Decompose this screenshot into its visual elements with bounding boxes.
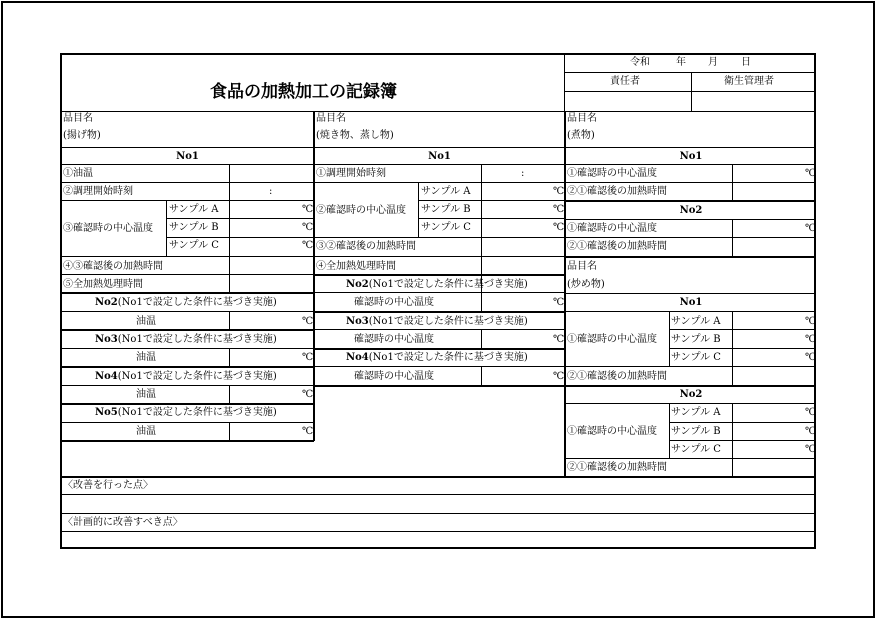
- fried-no2-header: [95, 297, 277, 309]
- form-title: 食品の加熱加工の記録簿: [210, 82, 397, 102]
- fried-core-temp-label: ③確認時の中心温度: [63, 223, 153, 234]
- grilled-core-temp-label: ②確認時の中心温度: [316, 205, 406, 216]
- planned-improvements-field[interactable]: [62, 532, 816, 549]
- fried-no3-oil-label: 油温: [136, 352, 156, 363]
- table-rule: [62, 111, 816, 112]
- stirfry-no2-sample-b-unit: ℃: [805, 426, 817, 437]
- grilled-sample-c-unit: ℃: [553, 222, 565, 233]
- table-rule: [481, 292, 482, 311]
- table-rule: [62, 476, 816, 478]
- responsible-signature[interactable]: [565, 92, 691, 111]
- grilled-cook-start-label: ①調理開始時刻: [316, 168, 386, 179]
- hygiene-manager-label: 衛生管理者: [724, 76, 774, 87]
- improved-points-field[interactable]: [62, 495, 816, 513]
- condition-note: (No1で設定した条件に基づき実施): [117, 334, 277, 345]
- table-rule: [566, 458, 816, 459]
- table-rule: [166, 218, 313, 219]
- stirfry-no2-core-label: ①確認時の中心温度: [567, 426, 657, 437]
- table-rule: [62, 348, 313, 349]
- table-rule: [62, 292, 313, 294]
- grilled-no3-core-unit: ℃: [553, 334, 565, 345]
- stirfry-no2-header: No2: [679, 389, 703, 400]
- fried-sample-c: サンプル C: [169, 240, 219, 251]
- grilled-no4-core-unit: ℃: [553, 371, 565, 382]
- table-rule: [315, 237, 564, 238]
- table-rule: [229, 422, 230, 440]
- table-rule: [315, 329, 564, 330]
- stirfry-no1-core-label: ①確認時の中心温度: [567, 334, 657, 345]
- grilled-total-heating-label: ④全加熱処理時間: [316, 261, 396, 272]
- grilled-no4-core-label: 確認時の中心温度: [354, 371, 434, 382]
- grilled-sample-c: サンプル C: [421, 222, 471, 233]
- table-rule: [566, 219, 816, 220]
- fried-no5-oil-unit: ℃: [302, 426, 314, 437]
- table-rule: [418, 200, 564, 201]
- table-rule: [62, 329, 313, 331]
- table-rule: [315, 182, 564, 183]
- batch-number: No2: [95, 297, 118, 308]
- table-rule: [669, 422, 816, 423]
- table-rule: [315, 274, 564, 276]
- table-rule: [315, 311, 564, 313]
- table-rule: [669, 440, 816, 441]
- fried-product-type: (揚げ物): [63, 130, 101, 141]
- table-rule: [62, 147, 313, 148]
- table-rule: [62, 256, 313, 257]
- fried-heating-after3-label: ④③確認後の加熱時間: [63, 261, 163, 272]
- boiled-no2-header: No2: [679, 205, 703, 216]
- boiled-no2-heating-label: ②①確認後の加熱時間: [567, 241, 667, 252]
- date-year: 年: [676, 57, 686, 68]
- grilled-product-type: (焼き物、蒸し物): [316, 130, 394, 141]
- table-rule: [418, 182, 419, 238]
- table-rule: [315, 147, 564, 148]
- grilled-no3-core-label: 確認時の中心温度: [354, 334, 434, 345]
- stirfry-no2-sample-a-unit: ℃: [805, 407, 817, 418]
- condition-note: (No1で設定した条件に基づき実施): [117, 371, 277, 382]
- stirfry-product-type: (炒め物): [567, 279, 605, 290]
- stirfry-no1-sample-b: サンプル B: [671, 334, 721, 345]
- grilled-no2-core-unit: ℃: [553, 297, 565, 308]
- condition-note: (No1で設定した条件に基づき実施): [368, 279, 528, 290]
- hygiene-manager-signature[interactable]: [692, 92, 816, 111]
- condition-note: (No1で設定した条件に基づき実施): [117, 297, 277, 308]
- table-rule: [229, 348, 230, 366]
- table-rule: [669, 329, 816, 330]
- fried-product-label: 品目名: [63, 113, 93, 124]
- batch-number: No5: [95, 407, 118, 418]
- condition-note: (No1で設定した条件に基づき実施): [368, 352, 528, 363]
- table-rule: [566, 366, 816, 367]
- table-rule: [566, 200, 816, 202]
- boiled-no2-core-unit: ℃: [805, 223, 817, 234]
- batch-number: No3: [346, 316, 369, 327]
- batch-number: No4: [346, 352, 369, 363]
- fried-no5-header: [95, 407, 277, 419]
- table-rule: [166, 237, 313, 238]
- table-rule: [62, 422, 313, 423]
- fried-no3-oil-unit: ℃: [302, 352, 314, 363]
- boiled-no1-heating-label: ②①確認後の加熱時間: [567, 186, 667, 197]
- boiled-no1-core-label: ①確認時の中心温度: [567, 168, 657, 179]
- table-rule: [315, 366, 564, 367]
- table-rule: [418, 218, 564, 219]
- table-rule: [229, 311, 230, 329]
- table-rule: [62, 440, 314, 442]
- table-rule: [62, 182, 313, 183]
- table-rule: [566, 164, 816, 165]
- grilled-heating-after2-label: ③②確認後の加熱時間: [316, 241, 416, 252]
- batch-number: No4: [95, 371, 118, 382]
- stirfry-product-label: 品目名: [567, 261, 597, 272]
- table-rule: [481, 329, 482, 348]
- table-rule: [669, 311, 670, 366]
- fried-sample-a: サンプル A: [169, 204, 219, 215]
- responsible-label: 責任者: [610, 76, 640, 87]
- fried-no1-header: No1: [176, 151, 199, 162]
- table-rule: [62, 403, 313, 405]
- fried-no3-header: [95, 334, 277, 346]
- fried-no2-oil-label: 油温: [136, 316, 156, 327]
- grilled-sample-b-unit: ℃: [553, 204, 565, 215]
- grilled-no2-header: [346, 279, 528, 291]
- table-rule: [566, 182, 816, 183]
- stirfry-no2-sample-a: サンプル A: [671, 407, 721, 418]
- grilled-sample-b: サンプル B: [421, 204, 471, 215]
- grilled-no3-header: [346, 316, 528, 328]
- fried-sample-b: サンプル B: [169, 222, 219, 233]
- table-rule: [62, 311, 313, 312]
- fried-oil-temp-label: ①油温: [63, 168, 93, 179]
- table-rule: [566, 293, 816, 294]
- planned-improvements-label: 〈計画的に改善すべき点〉: [63, 517, 183, 528]
- condition-note: (No1で設定した条件に基づき実施): [368, 316, 528, 327]
- stirfry-no2-sample-c-unit: ℃: [805, 444, 817, 455]
- boiled-product-label: 品目名: [567, 113, 597, 124]
- table-rule: [62, 513, 816, 514]
- stirfry-no2-sample-c: サンプル C: [671, 444, 721, 455]
- stirfry-no1-sample-c-unit: ℃: [805, 352, 817, 363]
- fried-no2-oil-unit: ℃: [302, 316, 314, 327]
- table-rule: [564, 72, 816, 73]
- grilled-no1-header: No1: [428, 151, 451, 162]
- grilled-no4-header: [346, 352, 528, 364]
- table-rule: [566, 256, 816, 258]
- fried-sample-c-unit: ℃: [302, 240, 314, 251]
- table-rule: [481, 366, 482, 385]
- boiled-no2-core-label: ①確認時の中心温度: [567, 223, 657, 234]
- stirfry-no2-heating-label: ②①確認後の加熱時間: [567, 462, 667, 473]
- grilled-cook-start-colon: :: [521, 168, 525, 179]
- table-rule: [62, 385, 313, 386]
- table-rule: [229, 164, 230, 292]
- boiled-product-type: (煮物): [567, 130, 595, 141]
- table-rule: [669, 403, 670, 458]
- stirfry-no1-header: No1: [679, 297, 703, 308]
- fried-sample-a-unit: ℃: [302, 204, 314, 215]
- table-rule: [62, 200, 313, 201]
- table-rule: [481, 164, 482, 292]
- fried-cook-start-label: ②調理開始時刻: [63, 186, 133, 197]
- table-rule: [566, 311, 816, 312]
- table-rule: [315, 348, 564, 350]
- table-rule: [315, 256, 564, 257]
- fried-sample-b-unit: ℃: [302, 222, 314, 233]
- stirfry-no1-sample-a: サンプル A: [671, 316, 721, 327]
- stirfry-no2-sample-b: サンプル B: [671, 426, 721, 437]
- batch-number: No3: [95, 334, 118, 345]
- table-rule: [315, 292, 564, 293]
- table-rule: [315, 164, 564, 165]
- table-rule: [229, 385, 230, 403]
- table-rule: [166, 200, 167, 256]
- table-rule: [566, 147, 816, 148]
- date-era: 令和: [630, 57, 650, 68]
- fried-no4-oil-unit: ℃: [302, 389, 314, 400]
- fried-no4-oil-label: 油温: [136, 389, 156, 400]
- table-rule: [62, 164, 313, 165]
- fried-no4-header: [95, 371, 277, 383]
- batch-number: No2: [346, 279, 369, 290]
- table-rule: [566, 385, 816, 387]
- grilled-sample-a-unit: ℃: [553, 186, 565, 197]
- table-rule: [669, 348, 816, 349]
- date-month: 月: [708, 57, 718, 68]
- stirfry-no1-sample-b-unit: ℃: [805, 334, 817, 345]
- table-rule: [62, 274, 313, 275]
- fried-total-heating-label: ⑤全加熱処理時間: [63, 279, 143, 290]
- improved-points-label: 〈改善を行った点〉: [63, 480, 153, 491]
- date-day: 日: [741, 57, 751, 68]
- stirfry-no1-sample-c: サンプル C: [671, 352, 721, 363]
- table-rule: [62, 366, 313, 368]
- stirfry-no1-sample-a-unit: ℃: [805, 316, 817, 327]
- table-rule: [566, 237, 816, 238]
- grilled-sample-a: サンプル A: [421, 186, 471, 197]
- grilled-no2-core-label: 確認時の中心温度: [354, 297, 434, 308]
- table-rule: [315, 385, 564, 387]
- grilled-product-label: 品目名: [316, 113, 346, 124]
- table-rule: [566, 403, 816, 404]
- boiled-no1-header: No1: [679, 151, 703, 162]
- record-form: [60, 53, 816, 549]
- condition-note: (No1で設定した条件に基づき実施): [117, 407, 277, 418]
- stirfry-no1-heating-label: ②①確認後の加熱時間: [567, 371, 667, 382]
- fried-no5-oil-label: 油温: [136, 426, 156, 437]
- fried-cook-start-colon: :: [269, 186, 273, 197]
- boiled-no1-core-unit: ℃: [805, 168, 817, 179]
